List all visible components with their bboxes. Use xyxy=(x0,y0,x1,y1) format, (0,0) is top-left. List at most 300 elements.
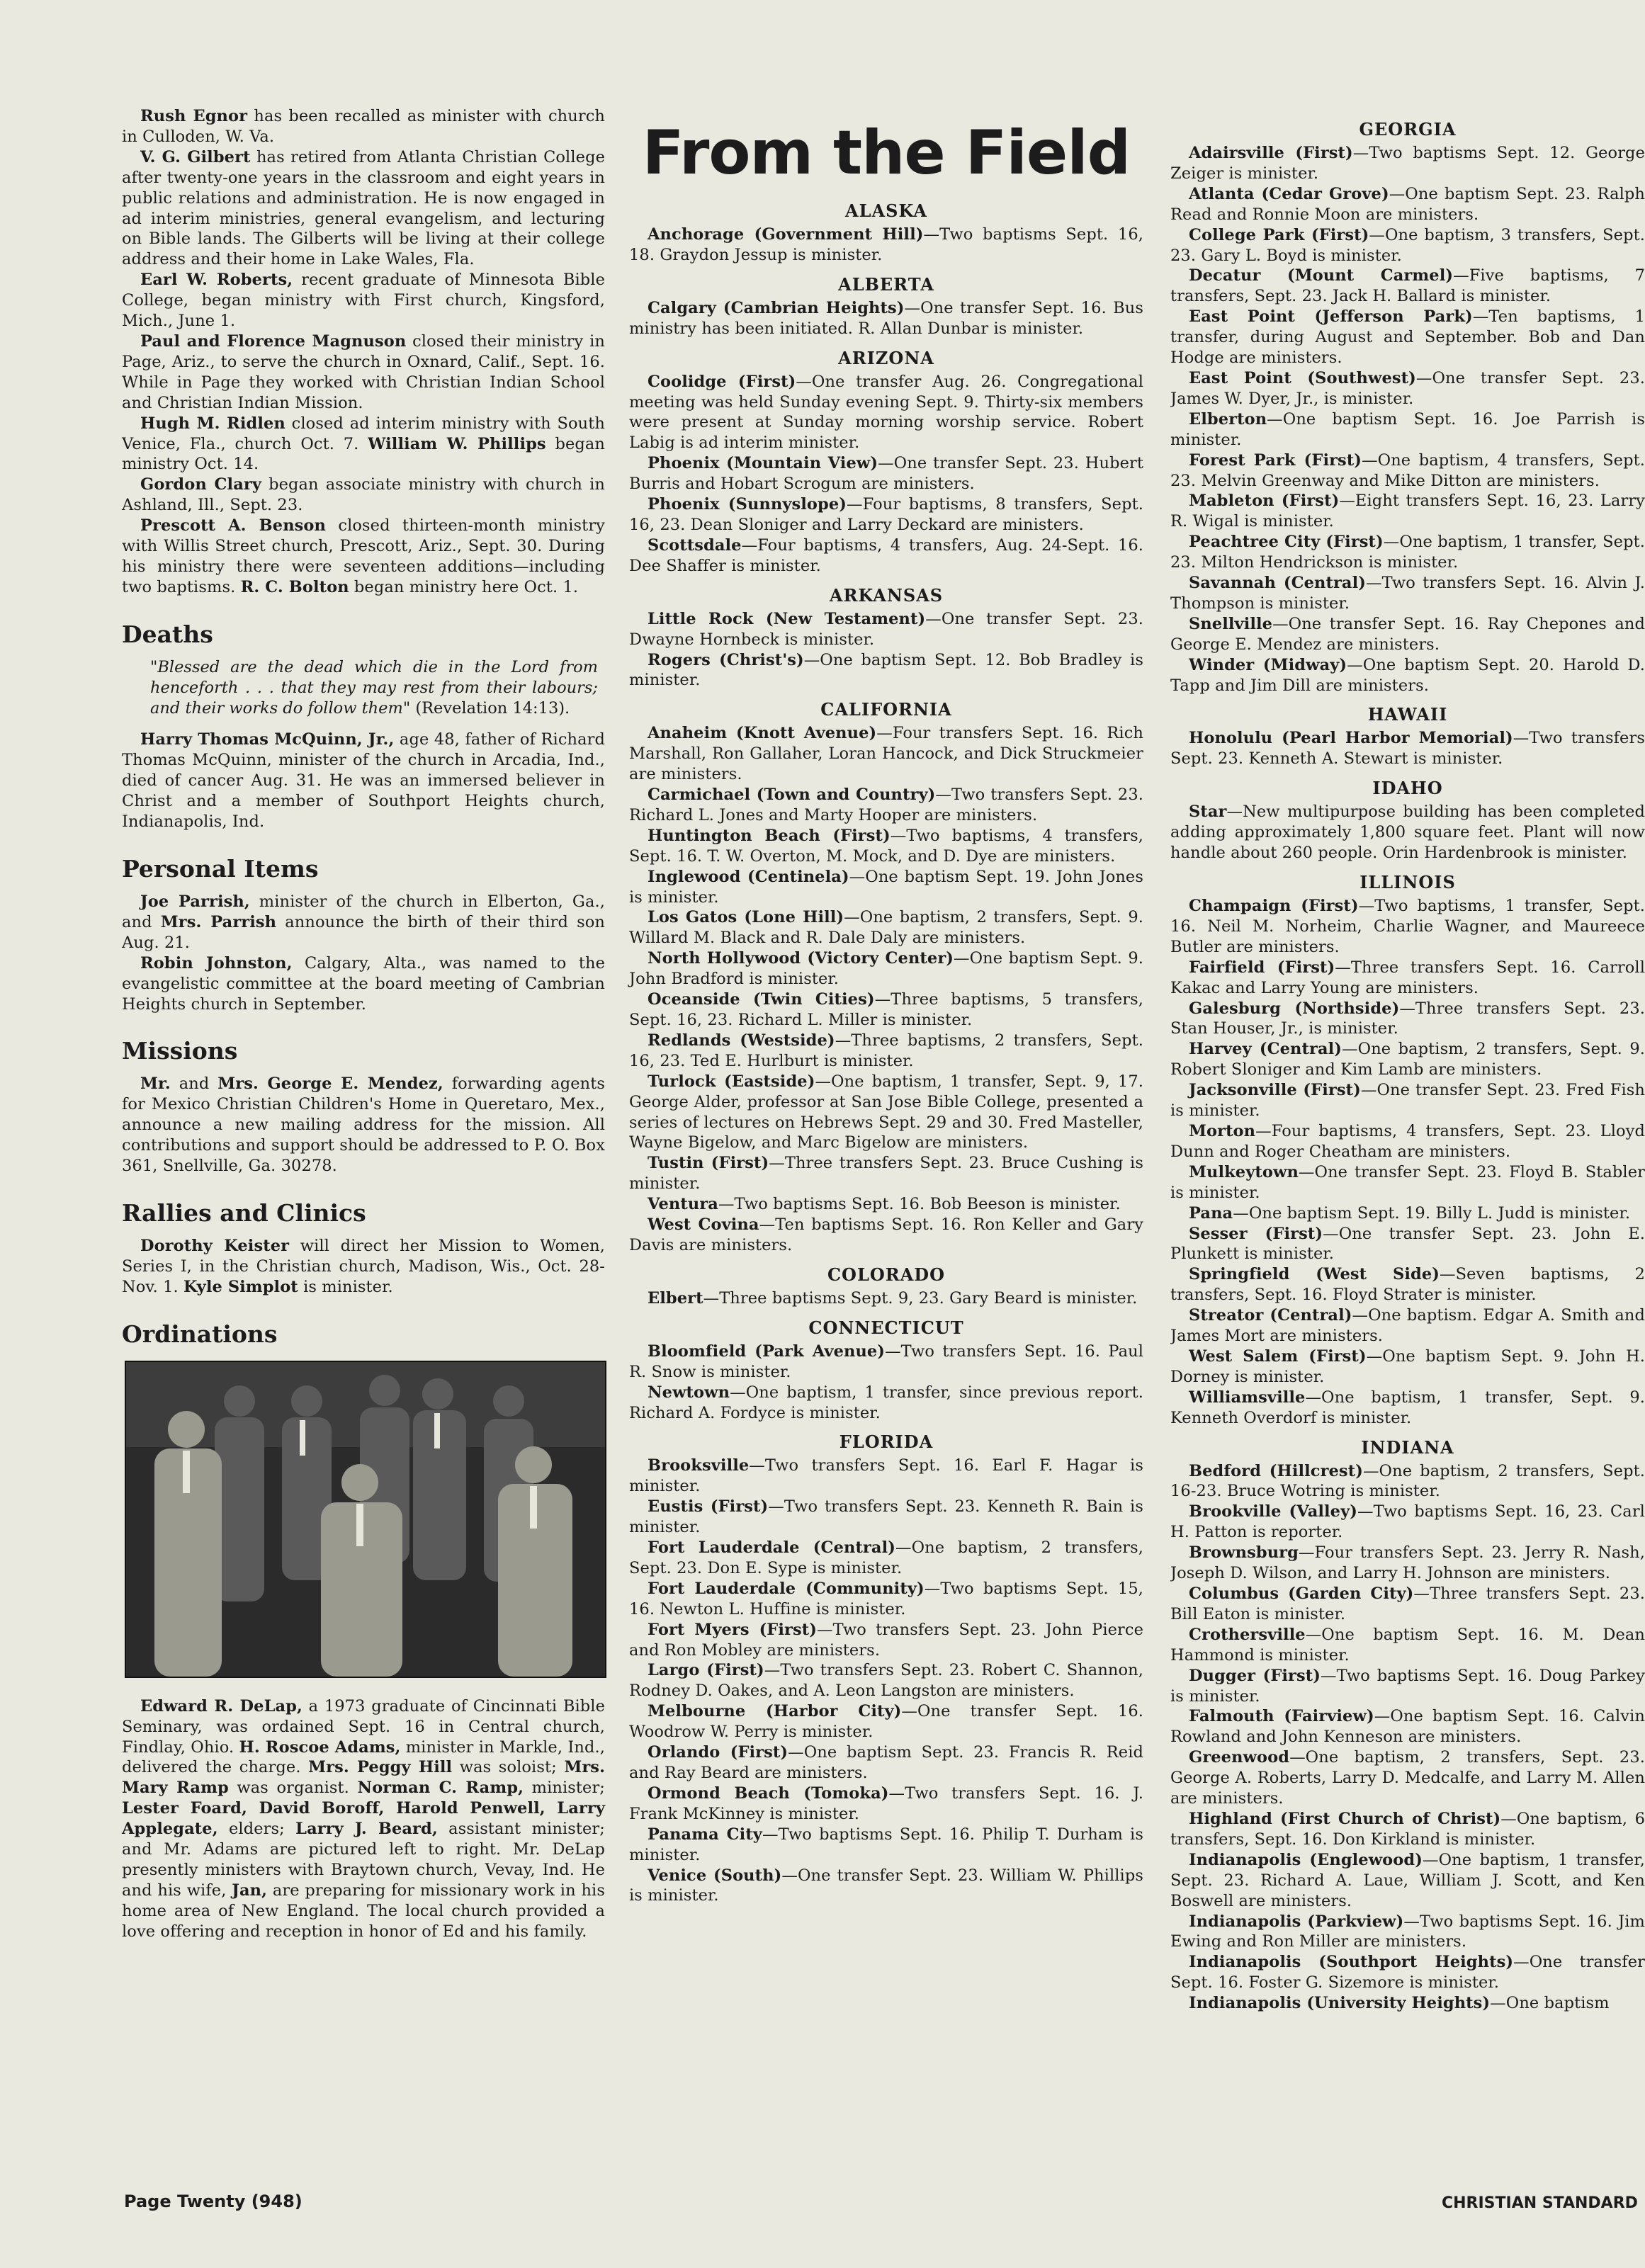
report-text: —One baptism xyxy=(1490,1994,1610,2013)
report-text: —New multipurpose building has been completed adding approximately 1,800 square feet. Plant will now handle about 260 people. Orin Hardenbrook is minister. xyxy=(1170,803,1645,863)
person-name: Prescott A. Benson xyxy=(140,516,326,535)
report-text: —One transfer Sept. 23. Fred Fish is minister. xyxy=(1170,1081,1645,1121)
news-paragraph xyxy=(122,270,605,331)
state-reports-right xyxy=(1170,120,1645,2014)
paragraph-text: will direct her Mission to Women, Series I, in the Christian church, Madison, Wis., Oct. 28-Nov. 1. xyxy=(122,1236,605,1296)
church-name: Elbert xyxy=(648,1288,703,1308)
paragraph-text: announce the birth of their third son Aug. 21. xyxy=(122,912,605,952)
person-name: Paul and Florence Magnuson xyxy=(140,331,407,351)
person-name: Mrs. Parrish xyxy=(160,912,277,931)
church-report xyxy=(629,535,1143,577)
church-name: Panama City xyxy=(648,1825,762,1844)
church-report xyxy=(629,494,1143,535)
church-report xyxy=(1170,1224,1645,1265)
news-paragraph xyxy=(122,953,605,1015)
church-name: Falmouth (Fairview) xyxy=(1189,1707,1374,1726)
church-report xyxy=(1170,1584,1645,1625)
church-report xyxy=(1170,450,1645,492)
quote-reference: (Revelation 14:13). xyxy=(410,698,570,718)
church-name: Fairfield (First) xyxy=(1189,958,1335,977)
report-text: —Three baptisms, 5 transfers, Sept. 16, 23. Richard L. Miller is minister. xyxy=(629,990,1143,1029)
church-name: Galesburg (Northside) xyxy=(1189,999,1400,1018)
church-name: Eustis (First) xyxy=(648,1497,769,1516)
church-report xyxy=(629,907,1143,948)
church-name: Springfield (West Side) xyxy=(1189,1265,1440,1284)
paragraph-text: began associate ministry with church in Ashland, Ill., Sept. 23. xyxy=(122,475,605,515)
report-text: —Two transfers Sept. 16. Paul R. Snow is minister. xyxy=(629,1342,1143,1381)
report-text: —Four transfers Sept. 23. Jerry R. Nash, Joseph D. Wilson, and Larry H. Johnson are ministers. xyxy=(1170,1543,1645,1583)
church-report xyxy=(1170,1850,1645,1912)
church-name: Coolidge (First) xyxy=(648,372,796,391)
person-name: R. C. Bolton xyxy=(240,577,349,596)
report-text: —Eight transfers Sept. 16, 23. Larry R. Wigal is minister. xyxy=(1170,492,1645,531)
news-paragraph xyxy=(122,730,605,832)
right-column xyxy=(1170,110,1645,2014)
report-text: —Two transfers Sept. 16. Alvin J. Thompson is minister. xyxy=(1170,574,1645,613)
report-text: —Four baptisms, 4 transfers, Sept. 23. Lloyd Dunn and Roger Cheatham are ministers. xyxy=(1170,1121,1645,1161)
church-name: Savannah (Central) xyxy=(1189,574,1366,593)
left-column xyxy=(122,106,605,1942)
church-report xyxy=(629,1660,1143,1701)
church-report xyxy=(629,1456,1143,1497)
person-name: Mr. xyxy=(140,1075,171,1094)
church-name: Huntington Beach (First) xyxy=(648,826,891,845)
church-name: Indianapolis (Parkview) xyxy=(1189,1912,1404,1931)
church-report xyxy=(629,1383,1143,1424)
report-text: —One baptism, 2 transfers, Sept. 9. Robert Sloniger and Kim Lamb are ministers. xyxy=(1170,1040,1645,1079)
church-name: Brookville (Valley) xyxy=(1189,1502,1358,1521)
church-report xyxy=(629,948,1143,990)
middle-column xyxy=(629,120,1143,1906)
report-text: —Two baptisms, 4 transfers, Sept. 16. T. W. Overton, M. Mock, and D. Dye are ministers. xyxy=(629,826,1144,866)
church-report xyxy=(629,1153,1143,1194)
church-report xyxy=(1170,728,1645,769)
church-report xyxy=(1170,143,1645,184)
church-report xyxy=(1170,896,1645,958)
church-report xyxy=(1170,1203,1645,1224)
personal-items xyxy=(122,892,605,1014)
church-name: Star xyxy=(1189,803,1227,822)
church-report xyxy=(629,1031,1143,1072)
church-report xyxy=(1170,1809,1645,1850)
church-name: Morton xyxy=(1189,1121,1256,1140)
deaths-items xyxy=(122,730,605,832)
person-name: William W. Phillips xyxy=(368,434,546,453)
church-report xyxy=(1170,614,1645,655)
paragraph-text: age 48, father of Richard Thomas McQuinn, minister of the church in Arcadia, Ind., died of cancer Aug. 31. He was an immersed believer in Christ and a member of Southport Heights church, Indianapolis, Ind. xyxy=(122,730,605,832)
report-text: —Two baptisms Sept. 16, 18. Graydon Jessup is minister. xyxy=(629,225,1143,264)
report-text: —One transfer Sept. 16. Foster G. Sizemore is minister. xyxy=(1170,1953,1645,1992)
person-name: Hugh M. Ridlen xyxy=(140,414,286,433)
church-report xyxy=(1170,1121,1645,1162)
paragraph-text: closed thirteen-month ministry with Willis Street church, Prescott, Ariz., Sept. 30. During his ministry there were seventeen additions—including two baptisms. xyxy=(122,516,605,596)
church-name: Turlock (Eastside) xyxy=(648,1072,815,1091)
report-text: —One baptism Sept. 23. Francis R. Reid and Ray Beard are ministers. xyxy=(629,1743,1143,1782)
report-text: —One baptism, 2 transfers, Sept. 9. Willard M. Black and R. Dale Daly are ministers. xyxy=(629,908,1143,948)
church-report xyxy=(1170,266,1645,307)
report-text: —One baptism Sept. 16. M. Dean Hammond is minister. xyxy=(1170,1625,1645,1665)
report-text: —One baptism Sept. 9. John Bradford is minister. xyxy=(629,949,1143,989)
ordinations-heading: Ordinations xyxy=(122,1320,278,1348)
church-report xyxy=(1170,1162,1645,1203)
report-text: —Two baptisms, 1 transfer, Sept. 16. Neil M. Norheim, Charlie Wagner, and Maureece Butler are ministers. xyxy=(1170,897,1645,956)
church-report xyxy=(629,990,1143,1031)
report-text: —One baptism Sept. 23. Ralph Read and Ronnie Moon are ministers. xyxy=(1170,184,1645,224)
church-report xyxy=(629,1579,1143,1620)
church-report xyxy=(1170,1747,1645,1809)
report-text: —Four baptisms, 8 transfers, Sept. 16, 23. Dean Sloniger and Larry Deckard are ministers. xyxy=(629,495,1143,534)
paragraph-text: closed their ministry in Page, Ariz., to serve the church in Oxnard, Calif., Sept. 16. While in Page they worked with Christian Indian School and Christian Indian Mission. xyxy=(122,331,606,412)
church-report xyxy=(1170,958,1645,999)
state-heading: FLORIDA xyxy=(839,1431,934,1453)
church-report xyxy=(629,298,1143,339)
church-name: Venice (South) xyxy=(648,1866,782,1885)
report-text: —Two baptisms Sept. 15, 16. Newton L. Huffine is minister. xyxy=(629,1579,1143,1618)
news-items xyxy=(122,106,605,598)
church-name: Fort Lauderdale (Central) xyxy=(648,1538,895,1558)
church-report xyxy=(629,785,1143,826)
church-name: Inglewood (Centinela) xyxy=(648,867,849,886)
person-name: Rush Egnor xyxy=(140,107,248,125)
report-text: —Two baptisms Sept. 12. George Zeiger is minister. xyxy=(1170,144,1645,183)
report-text: —One baptism, 1 transfer, Sept. 23. Richard A. Laue, William J. Scott, and Ken Boswell are ministers. xyxy=(1170,1850,1645,1910)
deaths-scripture-quote xyxy=(150,657,598,719)
report-text: —One transfer Sept. 23. William W. Phillips is minister. xyxy=(629,1866,1143,1905)
church-name: Streator (Central) xyxy=(1189,1306,1352,1325)
report-text: —One baptism Sept. 16. Joe Parrish is minister. xyxy=(1170,409,1645,449)
church-name: Peachtree City (First) xyxy=(1189,533,1384,552)
church-name: Brooksville xyxy=(648,1456,750,1475)
news-paragraph xyxy=(122,1074,605,1176)
church-report xyxy=(629,723,1143,785)
missions-heading: Missions xyxy=(122,1037,238,1065)
church-name: Rogers (Christ's) xyxy=(648,650,804,669)
church-name: North Hollywood (Victory Center) xyxy=(648,949,954,968)
report-text: —Two transfers Sept. 23. Kenneth A. Stewart is minister. xyxy=(1170,729,1645,769)
church-name: Fort Lauderdale (Community) xyxy=(648,1579,925,1598)
person-name: Joe Parrish, xyxy=(140,892,250,911)
state-heading: CALIFORNIA xyxy=(820,699,952,720)
paragraph-text: is minister. xyxy=(298,1277,393,1296)
church-name: Sesser (First) xyxy=(1189,1224,1323,1243)
church-report xyxy=(1170,1346,1645,1388)
quote-text: "Blessed are the dead which die in the Lord from henceforth . . . that they may rest from their labours; and their works do follow them" xyxy=(150,657,598,718)
church-name: Ventura xyxy=(648,1195,718,1214)
state-heading: IDAHO xyxy=(1372,778,1443,799)
church-report xyxy=(1170,1625,1645,1666)
church-name: West Covina xyxy=(648,1215,759,1235)
church-name: Greenwood xyxy=(1189,1748,1290,1767)
rallies-items xyxy=(122,1236,605,1298)
state-heading: GEORGIA xyxy=(1359,119,1457,140)
church-report xyxy=(629,1701,1143,1742)
church-report xyxy=(629,1825,1143,1866)
news-paragraph xyxy=(122,147,605,270)
report-text: —One baptism, 1 transfer, Sept. 23. Milton Hendrickson is minister. xyxy=(1170,533,1645,572)
report-text: —Three baptisms Sept. 9, 23. Gary Beard is minister. xyxy=(703,1288,1138,1308)
church-report xyxy=(629,225,1143,266)
church-report xyxy=(1170,184,1645,225)
church-report xyxy=(629,1072,1143,1154)
report-text: —Two baptisms Sept. 16, 23. Carl H. Patton is reporter. xyxy=(1170,1502,1645,1542)
church-report xyxy=(629,1784,1143,1825)
report-text: —One transfer Sept. 23. Dwayne Hornbeck is minister. xyxy=(629,609,1144,649)
paragraph-text: forwarding agents for Mexico Christian Children's Home in Queretaro, Mex., announce a new mailing address for the mission. All contributions and support should be addressed to P. O. Box 361, Snellville, Ga. 30278. xyxy=(122,1075,605,1176)
church-name: Indianapolis (Englewood) xyxy=(1189,1850,1423,1869)
state-reports-middle xyxy=(629,201,1143,1906)
report-text: —Three transfers Sept. 23. Bruce Cushing is minister. xyxy=(629,1154,1143,1193)
church-name: Winder (Midway) xyxy=(1189,655,1347,674)
church-report xyxy=(1170,409,1645,450)
state-heading: ALBERTA xyxy=(838,273,934,295)
report-text: —One baptism, 4 transfers, Sept. 23. Melvin Greenway and Mike Ditton are ministers. xyxy=(1170,450,1645,490)
report-text: —Two transfers Sept. 23. John Pierce and Ron Mobley are ministers. xyxy=(629,1620,1144,1660)
church-report xyxy=(629,372,1143,454)
church-report xyxy=(629,1866,1143,1907)
church-name: Atlanta (Cedar Grove) xyxy=(1189,184,1389,203)
report-text: —Three transfers Sept. 16. Carroll Kakac and Larry Young are ministers. xyxy=(1170,958,1645,997)
church-name: Williamsville xyxy=(1189,1388,1306,1407)
report-text: —Two transfers Sept. 16. J. Frank McKinney is minister. xyxy=(629,1784,1143,1823)
news-paragraph xyxy=(122,475,605,516)
paragraph-text: closed ad interim ministry with South Venice, Fla., church Oct. 7. xyxy=(122,414,605,453)
church-name: Largo (First) xyxy=(648,1661,764,1680)
church-report xyxy=(629,650,1143,691)
news-paragraph xyxy=(122,106,605,147)
church-report xyxy=(629,867,1143,908)
report-text: —One transfer Aug. 26. Congregational meeting was held Sunday evening Sept. 9. Thirty-six members were present at Sunday morning worship service. Robert Labig is ad interim minister. xyxy=(629,372,1143,453)
person-name: Harry Thomas McQuinn, Jr., xyxy=(140,730,395,749)
report-text: —Two transfers Sept. 23. Kenneth R. Bain is minister. xyxy=(629,1497,1143,1537)
church-report xyxy=(1170,802,1645,863)
church-name: Los Gatos (Lone Hill) xyxy=(648,908,844,927)
report-text: —One baptism, 1 transfer, Sept. 9. Kenneth Overdorf is minister. xyxy=(1170,1388,1645,1427)
state-heading: INDIANA xyxy=(1361,1436,1454,1458)
state-heading: CONNECTICUT xyxy=(808,1317,964,1338)
church-report xyxy=(1170,999,1645,1040)
church-name: Oceanside (Twin Cities) xyxy=(648,990,875,1009)
report-text: —One baptism Sept. 16. Calvin Rowland and John Kenneson are ministers. xyxy=(1170,1707,1645,1747)
church-name: West Salem (First) xyxy=(1189,1346,1367,1366)
church-name: Melbourne (Harbor City) xyxy=(648,1702,902,1721)
church-report xyxy=(1170,1461,1645,1502)
ordination-group-photo xyxy=(125,1361,606,1678)
church-name: Tustin (First) xyxy=(648,1154,769,1173)
church-report xyxy=(1170,1502,1645,1543)
report-text: —Two transfers Sept. 23. Richard L. Jones and Marty Hooper are ministers. xyxy=(629,786,1144,824)
church-report xyxy=(629,826,1143,867)
church-name: Elberton xyxy=(1189,409,1267,429)
church-name: Redlands (Westside) xyxy=(648,1031,835,1050)
report-text: —Ten baptisms, 1 transfer, during August and September. Bob and Dan Hodge are ministers. xyxy=(1170,307,1645,368)
church-name: Snellville xyxy=(1189,614,1273,633)
page-title: From the Field xyxy=(642,118,1131,188)
church-report xyxy=(1170,1305,1645,1346)
news-paragraph xyxy=(122,892,605,953)
report-text: —Three baptisms, 2 transfers, Sept. 16, 23. Ted E. Hurlburt is minister. xyxy=(629,1031,1143,1070)
church-report xyxy=(629,1194,1143,1215)
church-name: Brownsburg xyxy=(1189,1543,1299,1563)
church-name: Mableton (First) xyxy=(1189,492,1340,511)
person-name: Dorothy Keister xyxy=(140,1236,290,1255)
report-text: —One baptism, 1 transfer, Sept. 9, 17. George Alder, professor at San Jose Bible College, presented a series of lectures on Hebrews Sept. 29 and 30. Fred Masteller, Wayne Bigelow, and Marc Bigelow are ministers. xyxy=(629,1072,1143,1152)
church-name: Ormond Beach (Tomoka) xyxy=(648,1784,889,1803)
church-name: Calgary (Cambrian Heights) xyxy=(648,298,905,317)
publication-name-footer: CHRISTIAN STANDARD xyxy=(1442,2194,1638,2212)
church-report xyxy=(629,1620,1143,1661)
missions-items xyxy=(122,1074,605,1176)
person-name: V. G. Gilbert xyxy=(140,147,251,166)
church-report xyxy=(1170,1264,1645,1305)
report-text: —One baptism Sept. 9. John H. Dorney is minister. xyxy=(1170,1346,1645,1386)
church-name: Newtown xyxy=(648,1383,730,1402)
church-report xyxy=(629,1497,1143,1538)
church-report xyxy=(1170,655,1645,696)
church-name: Highland (First Church of Christ) xyxy=(1189,1809,1501,1828)
news-paragraph xyxy=(122,414,605,475)
report-text: —Three transfers Sept. 23. Stan Houser, Jr., is minister. xyxy=(1170,999,1645,1038)
church-name: Anchorage (Government Hill) xyxy=(648,225,924,244)
church-name: Orlando (First) xyxy=(648,1743,788,1762)
news-paragraph xyxy=(122,331,605,414)
church-name: East Point (Jefferson Park) xyxy=(1189,307,1473,327)
church-name: Pana xyxy=(1189,1203,1233,1223)
report-text: —One transfer Sept. 23. James W. Dyer, Jr., is minister. xyxy=(1170,368,1645,408)
church-report xyxy=(629,1742,1143,1784)
church-name: Jacksonville (First) xyxy=(1189,1081,1361,1100)
church-name: Crothersville xyxy=(1189,1625,1306,1644)
church-name: Adairsville (First) xyxy=(1189,144,1353,162)
church-report xyxy=(1170,225,1645,266)
report-text: —Three transfers Sept. 23. Bill Eaton is minister. xyxy=(1170,1584,1645,1623)
church-name: College Park (First) xyxy=(1189,225,1369,244)
church-report xyxy=(1170,1543,1645,1584)
report-text: —One transfer Sept. 23. John E. Plunkett is minister. xyxy=(1170,1224,1645,1264)
report-text: —Seven baptisms, 2 transfers, Sept. 16. Floyd Strater is minister. xyxy=(1170,1265,1645,1305)
report-text: —Two transfers Sept. 23. Robert C. Shannon, Rodney D. Oakes, and A. Leon Langston are ministers. xyxy=(629,1661,1143,1701)
paragraph-text: Calgary, Alta., was named to the evangelistic committee at the board meeting of Cambrian Heights church in September. xyxy=(122,953,606,1014)
report-text: —Two baptisms Sept. 16. Philip T. Durham is minister. xyxy=(629,1825,1143,1864)
church-name: Little Rock (New Testament) xyxy=(648,609,926,628)
church-report xyxy=(629,1288,1143,1309)
paragraph-text: began ministry Oct. 14. xyxy=(122,434,605,474)
church-report xyxy=(1170,1912,1645,1953)
church-report xyxy=(1170,368,1645,409)
church-name: East Point (Southwest) xyxy=(1189,368,1416,387)
state-heading: ILLINOIS xyxy=(1359,872,1456,892)
report-text: —One baptism, 3 transfers, Sept. 23. Gary L. Boyd is minister. xyxy=(1170,225,1645,265)
report-text: —One transfer Sept. 16. Ray Chepones and George E. Mendez are ministers. xyxy=(1170,614,1645,654)
church-name: Champaign (First) xyxy=(1189,897,1359,915)
page-number-footer: Page Twenty (948) xyxy=(124,2192,303,2211)
paragraph-text: began ministry here Oct. 1. xyxy=(349,577,579,596)
church-name: Carmichael (Town and Country) xyxy=(648,786,936,805)
report-text: —Two baptisms Sept. 16. Doug Parkey is minister. xyxy=(1170,1666,1645,1706)
state-heading: HAWAII xyxy=(1367,704,1448,725)
report-text: —One baptism, 2 transfers, Sept. 16-23. Bruce Wotring is minister. xyxy=(1170,1461,1645,1501)
news-paragraph xyxy=(122,1236,605,1298)
church-name: Anaheim (Knott Avenue) xyxy=(648,724,877,743)
report-text: —One transfer Sept. 16. Bus ministry has been initiated. R. Allan Dunbar is minister. xyxy=(629,298,1143,338)
person-name: Kyle Simplot xyxy=(183,1277,298,1296)
report-text: —One baptism Sept. 19. Billy L. Judd is minister. xyxy=(1233,1203,1631,1223)
church-name: Fort Myers (First) xyxy=(648,1620,817,1639)
person-name: Robin Johnston, xyxy=(140,953,293,973)
report-text: —One baptism Sept. 20. Harold D. Tapp and Jim Dill are ministers. xyxy=(1170,655,1645,695)
ordination-caption: Edward R. DeLap, a 1973 graduate of Cincinnati Bible Seminary, was ordained Sept. 16 in Central church, Findlay, Ohio. H. Roscoe Adams, minister in Markle, Ind., delivered the charge. Mrs. Peggy Hill was soloist; Mrs. Mary Ramp was organist. Norman C. Ramp, minister; Lester Foard, David Boroff, Harold Penwell, Larry Applegate, elders; Larry J. Beard, assistant minister; and Mr. Adams are pictured left to right. Mr. DeLap presently ministers with Braytown church, Vevay, Ind. He and his wife, Jan, are preparing for missionary work in his home area of New England. The local church provided a love offering and reception in honor of Ed and his family. xyxy=(122,1696,606,1941)
church-name: Bloomfield (Park Avenue) xyxy=(648,1342,886,1361)
church-name: Mulkeytown xyxy=(1189,1162,1299,1181)
paragraph-text: has retired from Atlanta Christian College after twenty-one years in the classroom and eight years in public relations and administration. He is now engaged in ad interim ministries, general evangelism, and lecturing on Bible lands. The Gilberts will be living at their college address and their home in Lake Wales, Fla. xyxy=(122,147,605,269)
church-name: Phoenix (Mountain View) xyxy=(648,454,878,473)
state-heading: ARKANSAS xyxy=(829,584,944,606)
report-text: —Two transfers Sept. 16. Earl F. Hagar is minister. xyxy=(629,1456,1143,1496)
paragraph-text: has been recalled as minister with church in Culloden, W. Va. xyxy=(122,107,605,146)
church-report xyxy=(1170,573,1645,614)
person-name: Mrs. George E. Mendez, xyxy=(217,1075,443,1094)
report-text: —One transfer Sept. 23. Hubert Burris and Hobart Scrogum are ministers. xyxy=(629,454,1144,494)
report-text: —Two baptisms Sept. 16. Bob Beeson is minister. xyxy=(718,1195,1121,1214)
church-report xyxy=(1170,532,1645,573)
church-report xyxy=(1170,1993,1645,2014)
church-name: Phoenix (Sunnyslope) xyxy=(648,495,847,514)
report-text: —Ten baptisms Sept. 16. Ron Keller and Gary Davis are ministers. xyxy=(629,1215,1143,1254)
church-name: Bedford (Hillcrest) xyxy=(1189,1461,1363,1480)
rallies-heading: Rallies and Clinics xyxy=(122,1198,366,1227)
personal-items-heading: Personal Items xyxy=(122,855,319,883)
report-text: —One baptism, 1 transfer, since previous report. Richard A. Fordyce is minister. xyxy=(629,1383,1143,1422)
paragraph-text: recent graduate of Minnesota Bible College, began ministry with First church, Kingsford, Mich., June 1. xyxy=(122,271,606,331)
church-name: Indianapolis (University Heights) xyxy=(1189,1994,1491,2013)
church-report xyxy=(629,453,1143,494)
report-text: —Four transfers Sept. 16. Rich Marshall, Ron Gallaher, Loran Hancock, and Dick Struckmeier are ministers. xyxy=(629,724,1143,784)
church-name: Indianapolis (Southport Heights) xyxy=(1189,1953,1514,1972)
church-report xyxy=(629,1538,1143,1579)
church-name: Columbus (Garden City) xyxy=(1189,1584,1414,1603)
paragraph-text: and xyxy=(170,1075,218,1094)
state-heading: ALASKA xyxy=(845,200,927,221)
state-heading: COLORADO xyxy=(827,1264,946,1285)
person-name: Gordon Clary xyxy=(140,475,262,494)
church-report xyxy=(1170,1706,1645,1747)
deaths-heading: Deaths xyxy=(122,620,213,648)
report-text: —One transfer Sept. 16. Woodrow W. Perry is minister. xyxy=(629,1702,1143,1742)
report-text: —One baptism, 2 transfers, Sept. 23. George A. Roberts, Larry D. Medcalfe, and Larry M. Allen are ministers. xyxy=(1170,1748,1645,1808)
church-report xyxy=(1170,1952,1645,1993)
church-name: Honolulu (Pearl Harbor Memorial) xyxy=(1189,729,1513,748)
report-text: —One transfer Sept. 23. Floyd B. Stabler is minister. xyxy=(1170,1162,1645,1202)
report-text: —Five baptisms, 7 transfers, Sept. 23. Jack H. Ballard is minister. xyxy=(1170,266,1645,306)
group-photo-image xyxy=(126,1362,605,1677)
church-report xyxy=(629,1215,1143,1256)
state-heading: ARIZONA xyxy=(838,347,934,368)
church-report xyxy=(1170,307,1645,368)
church-report xyxy=(1170,491,1645,532)
church-name: Scottsdale xyxy=(648,535,742,555)
church-report xyxy=(1170,1388,1645,1429)
report-text: —One baptism, 2 transfers, Sept. 23. Don E. Sype is minister. xyxy=(629,1538,1144,1577)
church-name: Harvey (Central) xyxy=(1189,1040,1342,1059)
church-report xyxy=(1170,1666,1645,1707)
church-name: Dugger (First) xyxy=(1189,1666,1321,1685)
church-name: Forest Park (First) xyxy=(1189,450,1362,470)
paragraph-text: minister of the church in Elberton, Ga., and xyxy=(122,892,605,931)
report-text: —One baptism Sept. 12. Bob Bradley is minister. xyxy=(629,650,1143,690)
report-text: —Two baptisms Sept. 16. Jim Ewing and Ron Miller are ministers. xyxy=(1170,1912,1645,1951)
church-report xyxy=(1170,1080,1645,1121)
church-report xyxy=(629,609,1143,650)
report-text: —Four baptisms, 4 transfers, Aug. 24-Sept. 16. Dee Shaffer is minister. xyxy=(629,535,1143,575)
